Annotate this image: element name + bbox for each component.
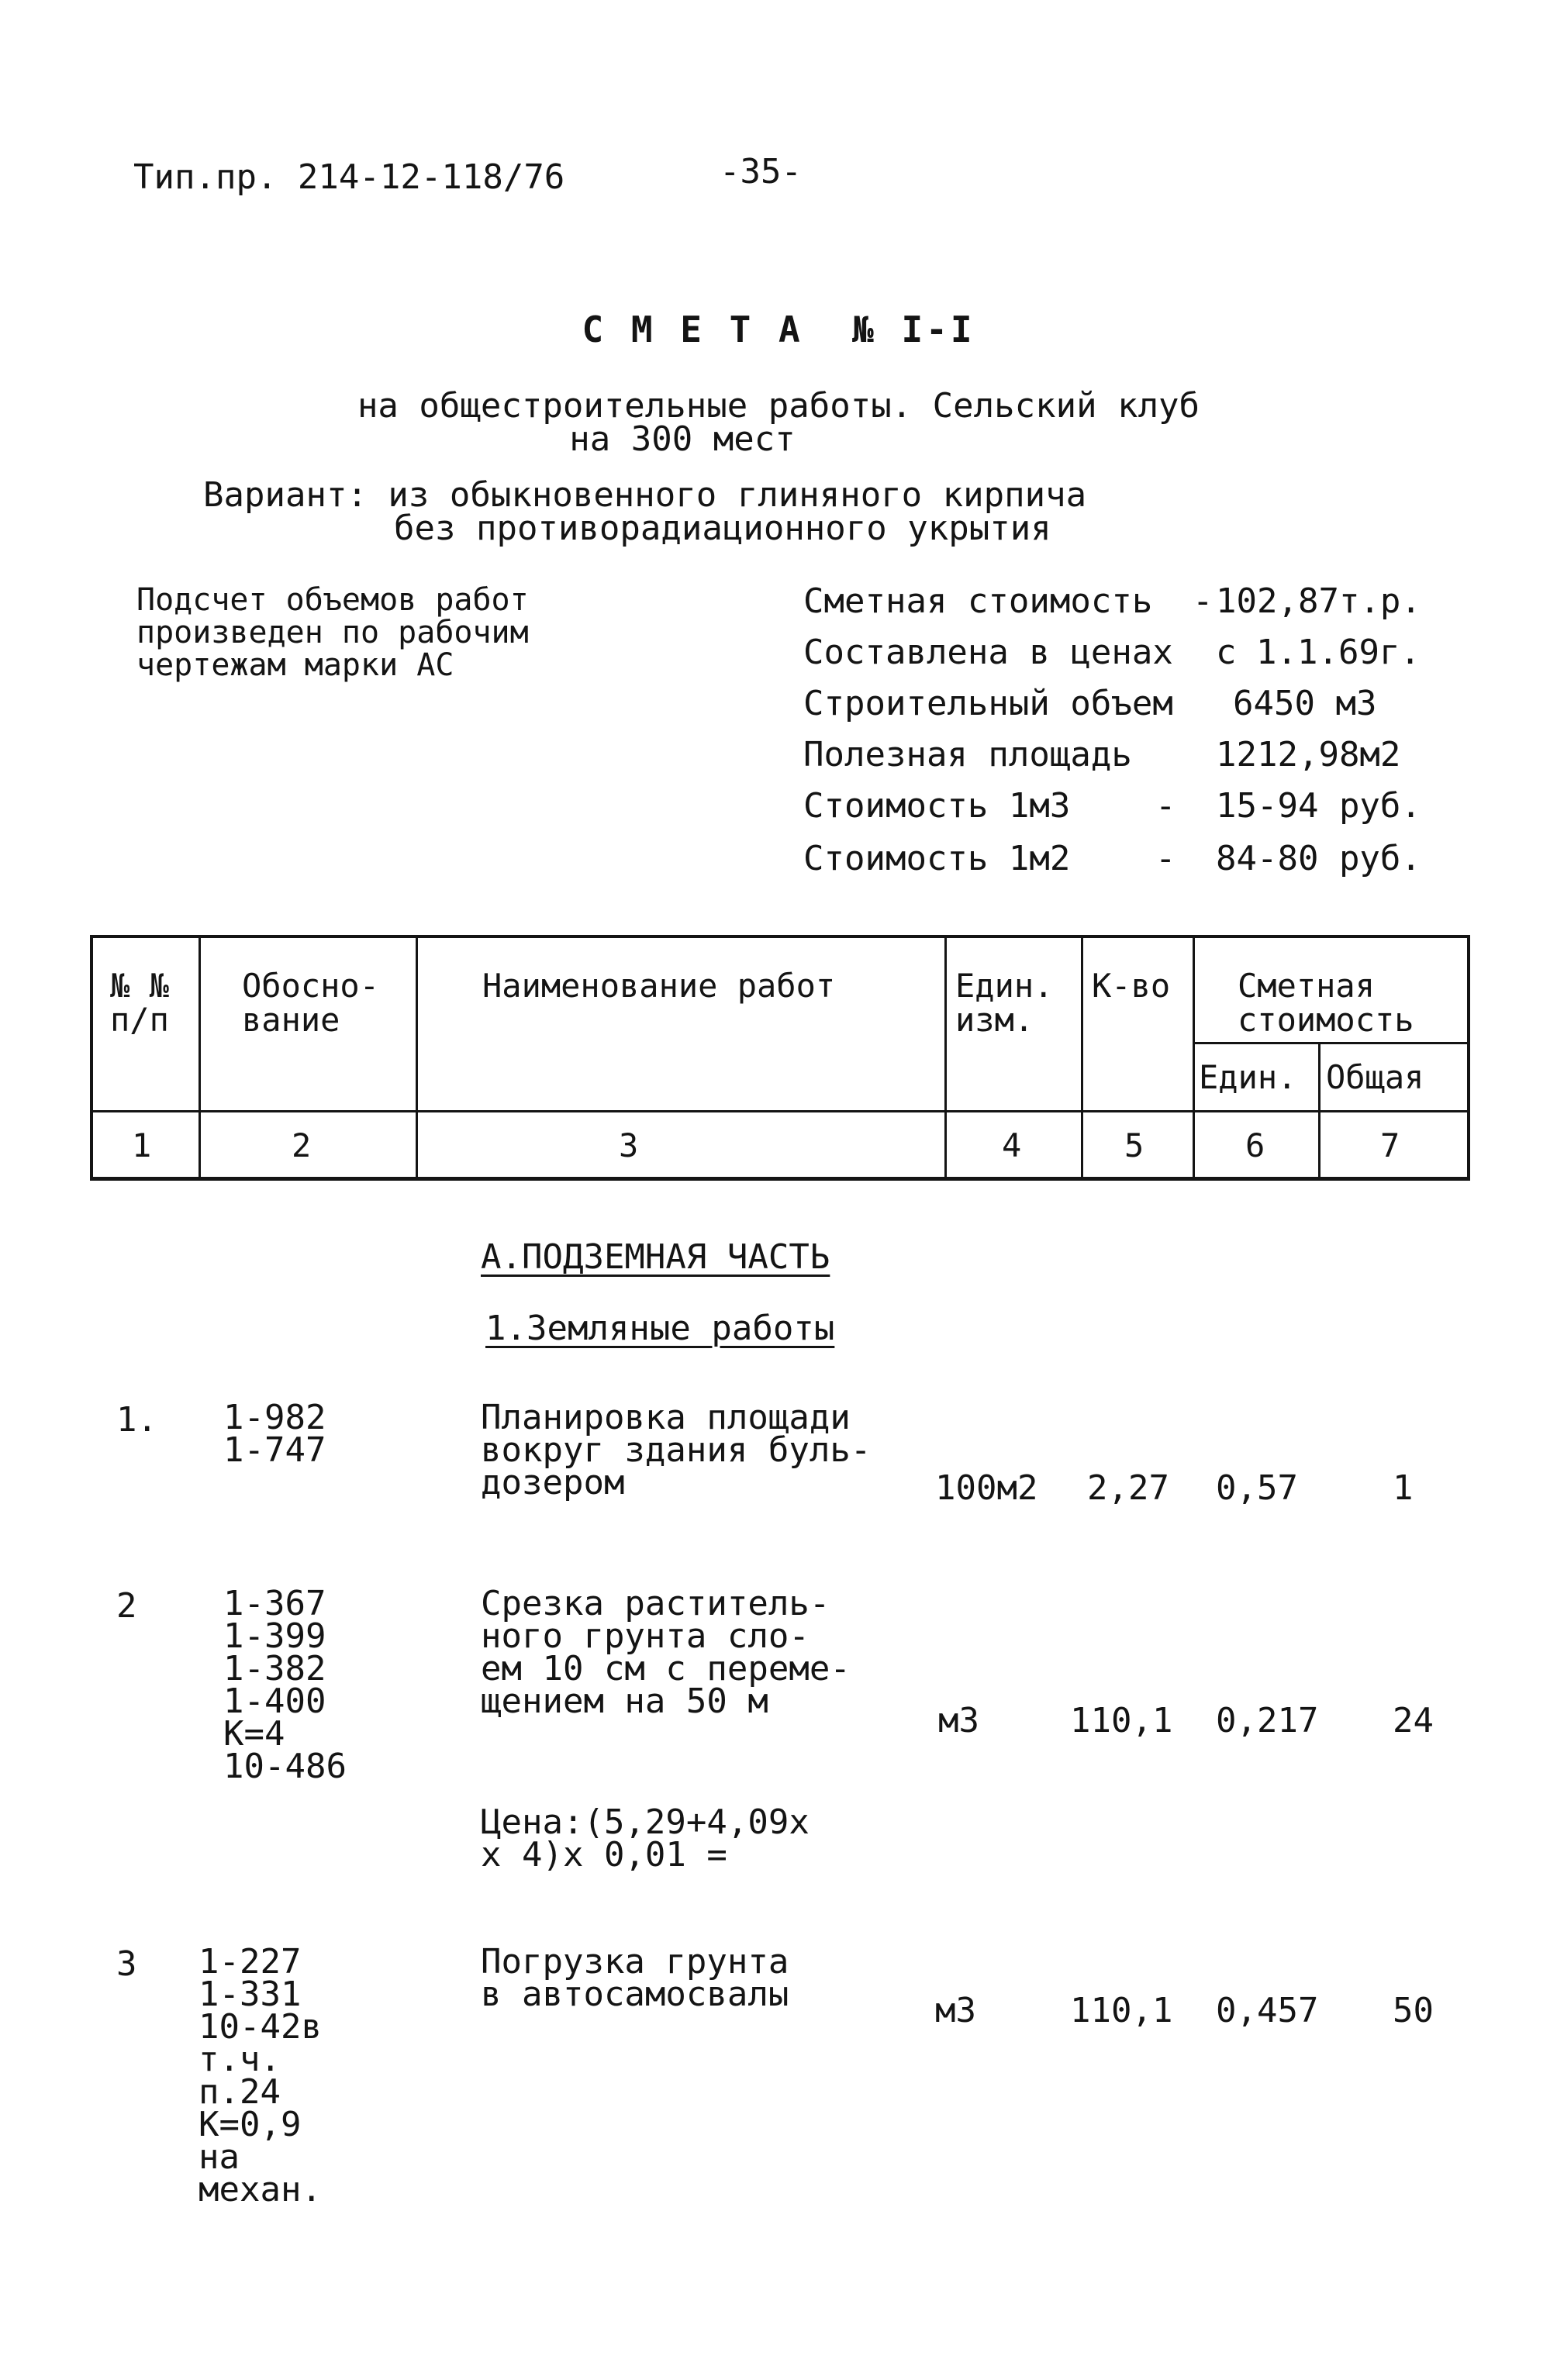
summary-value: 1212,98м2 <box>1216 735 1401 774</box>
header-basis: Обосно- вание <box>242 967 380 1039</box>
row-unit-cost: 0,57 <box>1216 1468 1298 1508</box>
column-number: 5 <box>1124 1126 1144 1164</box>
row-unit: м3 <box>935 1991 976 2030</box>
header-estimated-cost: Сметная стоимость <box>1238 967 1414 1039</box>
row-work-name: Погрузка грунта в автосамосвалы <box>481 1942 789 2014</box>
table-border-left <box>90 935 93 1181</box>
summary-label: Строительный объем <box>803 684 1173 723</box>
row-unit: 100м2 <box>935 1468 1038 1508</box>
basis-note-line1: Подсчет объемов работ <box>136 582 529 618</box>
estimate-title: С М Е Т А № I-I <box>582 309 975 350</box>
table-border-bottom <box>90 1177 1470 1181</box>
summary-label: Стоимость 1м3 <box>803 786 1071 826</box>
table-col-separator <box>199 935 201 1181</box>
row-basis: 1-367 1-399 1-382 1-400 К=4 10-486 <box>223 1584 347 1786</box>
estimate-subtitle-line2: на 300 мест <box>569 419 796 459</box>
table-border-top <box>90 935 1470 938</box>
column-number: 1 <box>132 1126 152 1164</box>
basis-note-line2: произведен по рабочим <box>136 615 529 650</box>
table-row-separator <box>90 1110 1470 1112</box>
variant-line1: Вариант: из обыкновенного глиняного кирпича <box>203 475 1087 515</box>
row-number: 1. <box>116 1400 157 1440</box>
summary-sep: - <box>1155 839 1176 878</box>
table-col-separator <box>944 935 947 1181</box>
column-number: 4 <box>1002 1126 1022 1164</box>
summary-label: Сметная стоимость <box>803 581 1153 621</box>
summary-value: 84-80 руб. <box>1216 839 1421 878</box>
subsection-title: 1.Земляные работы <box>485 1309 835 1348</box>
summary-sep: - <box>1155 786 1176 826</box>
summary-value: 6450 м3 <box>1233 684 1377 723</box>
table-col-separator <box>1318 1042 1321 1181</box>
column-number: 6 <box>1245 1126 1265 1164</box>
summary-label: Составлена в ценах <box>803 633 1173 672</box>
header-unit: Един. изм. <box>955 967 1054 1039</box>
summary-label: Стоимость 1м2 <box>803 839 1071 878</box>
page-number: -35- <box>720 152 802 191</box>
row-number: 3 <box>116 1944 137 1984</box>
document-reference: Тип.пр. 214-12-118/76 <box>133 157 565 197</box>
section-title: А.ПОДЗЕМНАЯ ЧАСТЬ <box>481 1237 830 1277</box>
row-unit-cost: 0,217 <box>1216 1701 1319 1740</box>
row-unit: м3 <box>938 1701 979 1740</box>
summary-sep: с <box>1216 633 1237 672</box>
row-basis: 1-982 1-747 <box>223 1398 326 1470</box>
column-number: 2 <box>292 1126 312 1164</box>
basis-note-line3: чертежам марки АС <box>136 647 454 683</box>
summary-value: 1.1.69г. <box>1256 633 1421 672</box>
column-number: 7 <box>1380 1126 1400 1164</box>
header-unit-cost: Един. <box>1199 1058 1297 1096</box>
row-total: 1 <box>1393 1468 1414 1508</box>
column-number: 3 <box>619 1126 639 1164</box>
header-quantity: К-во <box>1092 967 1171 1005</box>
table-col-separator <box>1081 935 1083 1181</box>
column-header-table <box>90 935 1470 1183</box>
header-row-number: № № п/п <box>110 967 169 1039</box>
row-quantity: 110,1 <box>1070 1991 1173 2030</box>
row-work-name: Срезка раститель- ного грунта сло- ем 10 см с переме- щением на 50 м <box>481 1584 851 1721</box>
summary-value: 15-94 руб. <box>1216 786 1421 826</box>
estimate-subtitle-line1: на общестроительные работы. Сельский клуб <box>357 386 1200 426</box>
header-total-cost: Общая <box>1326 1058 1424 1096</box>
table-cost-subheader-line <box>1193 1042 1470 1044</box>
table-border-right <box>1467 935 1470 1181</box>
summary-label: Полезная площадь <box>803 735 1132 774</box>
header-work-name: Наименование работ <box>482 967 836 1005</box>
row-quantity: 2,27 <box>1087 1468 1169 1508</box>
summary-value: 102,87т.р. <box>1216 581 1421 621</box>
row-number: 2 <box>116 1586 137 1626</box>
row-total: 24 <box>1393 1701 1434 1740</box>
table-col-separator <box>416 935 418 1181</box>
summary-sep: - <box>1193 581 1213 621</box>
row-basis: 1-227 1-331 10-42в т.ч. п.24 К=0,9 на механ. <box>199 1942 322 2209</box>
row-quantity: 110,1 <box>1070 1701 1173 1740</box>
table-col-separator <box>1193 935 1195 1181</box>
row-work-name: Планировка площади вокруг здания буль- дозером <box>481 1398 872 1502</box>
row-total: 50 <box>1393 1991 1434 2030</box>
row-price-note: Цена:(5,29+4,09х х 4)х 0,01 = <box>481 1802 810 1875</box>
row-unit-cost: 0,457 <box>1216 1991 1319 2030</box>
variant-line2: без противорадиационного укрытия <box>394 509 1051 548</box>
